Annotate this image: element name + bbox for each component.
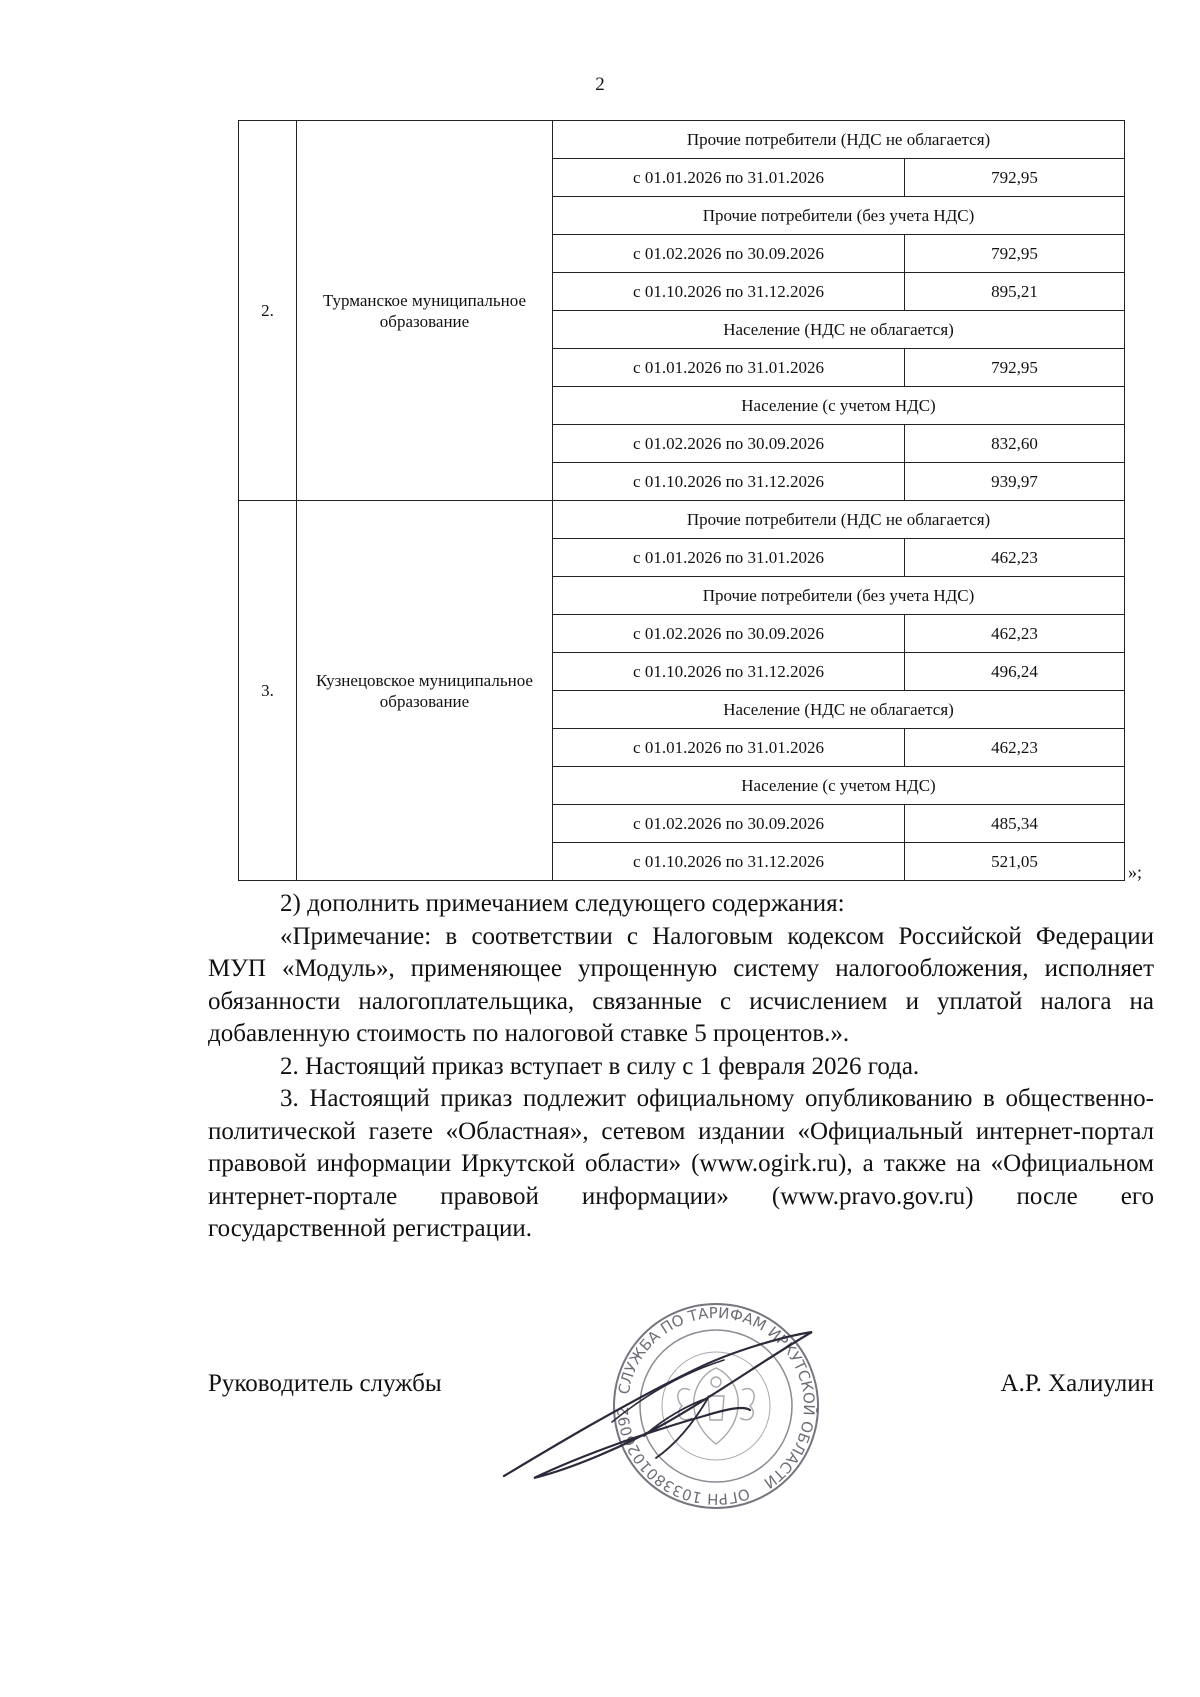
consumer-category: Население (НДС не облагается) [553,691,1125,729]
table-closing-quote: »; [1128,862,1143,882]
tariff-period: с 01.02.2026 по 30.09.2026 [553,805,905,843]
seal-outer-text: СЛУЖБА ПО ТАРИФАМ ИРКУТСКОЙ ОБЛАСТИ ОГРН 1033801026092 [613,1303,819,1509]
paragraph-amendment: 2) дополнить примечанием следующего содержания: [280,890,845,917]
body-text [208,888,1154,1246]
tariff-value: 521,05 [905,843,1125,881]
tariff-period: с 01.02.2026 по 30.09.2026 [553,235,905,273]
tariff-period: с 01.01.2026 по 31.01.2026 [553,729,905,767]
tariff-period: с 01.10.2026 по 31.12.2026 [553,843,905,881]
consumer-category: Население (с учетом НДС) [553,767,1125,805]
paragraph-effective-date: 2. Настоящий приказ вступает в силу с 1 февраля 2026 года. [280,1052,920,1080]
tariff-value: 939,97 [905,463,1125,501]
tariff-period: с 01.10.2026 по 31.12.2026 [553,463,905,501]
tariff-value: 462,23 [905,729,1125,767]
tariff-value: 792,95 [905,235,1125,273]
tariff-table-body [239,121,1125,881]
tariff-period: с 01.01.2026 по 31.01.2026 [553,349,905,387]
row-number: 3. [239,501,297,881]
handwritten-signature [494,1326,824,1496]
consumer-category: Население (с учетом НДС) [553,387,1125,425]
paragraph-publication: 3. Настоящий приказ подлежит официальному опубликованию в общественно-политической газете «Областная», сетевом издании «Официальный интернет-портал правовой информации Иркутской области» (www.ogirk.ru), а также на «Официальном интернет-портале правовой информации» (www.pravo.gov.ru) после его государственной регистрации. [208,1085,1154,1242]
tariff-period: с 01.10.2026 по 31.12.2026 [553,653,905,691]
municipality-name: Турманское муниципальное образование [297,121,553,501]
signatory-title: Руководитель службы [208,1370,442,1397]
row-number: 2. [239,121,297,501]
tariff-period: с 01.02.2026 по 30.09.2026 [553,425,905,463]
tariff-value: 895,21 [905,273,1125,311]
consumer-category: Прочие потребители (НДС не облагается) [553,501,1125,539]
tariff-value: 485,34 [905,805,1125,843]
tariff-value: 792,95 [905,159,1125,197]
tariff-value: 462,23 [905,539,1125,577]
tariff-value: 496,24 [905,653,1125,691]
tariff-value: 832,60 [905,425,1125,463]
consumer-category-row [239,501,1125,539]
page-number: 2 [595,74,605,95]
municipality-name: Кузнецовское муниципальное образование [297,501,553,881]
tariff-period: с 01.10.2026 по 31.12.2026 [553,273,905,311]
consumer-category: Прочие потребители (без учета НДС) [553,197,1125,235]
signatory-name: А.Р. Халиулин [1000,1370,1154,1397]
consumer-category: Прочие потребители (без учета НДС) [553,577,1125,615]
paragraph-note: «Примечание: в соответствии с Налоговым кодексом Российской Федерации МУП «Модуль», применяющее упрощенную систему налогообложения, исполняет обязанности налогоплательщика, связанные с исчислением и уплатой налога на добавленную стоимость по налоговой ставке 5 процентов.». [208,922,1154,1047]
tariff-value: 462,23 [905,615,1125,653]
tariff-period: с 01.02.2026 по 30.09.2026 [553,615,905,653]
tariff-table [238,120,1125,881]
tariff-period: с 01.01.2026 по 31.01.2026 [553,159,905,197]
consumer-category: Население (НДС не облагается) [553,311,1125,349]
consumer-category-row [239,121,1125,159]
tariff-value: 792,95 [905,349,1125,387]
tariff-period: с 01.01.2026 по 31.01.2026 [553,539,905,577]
consumer-category: Прочие потребители (НДС не облагается) [553,121,1125,159]
